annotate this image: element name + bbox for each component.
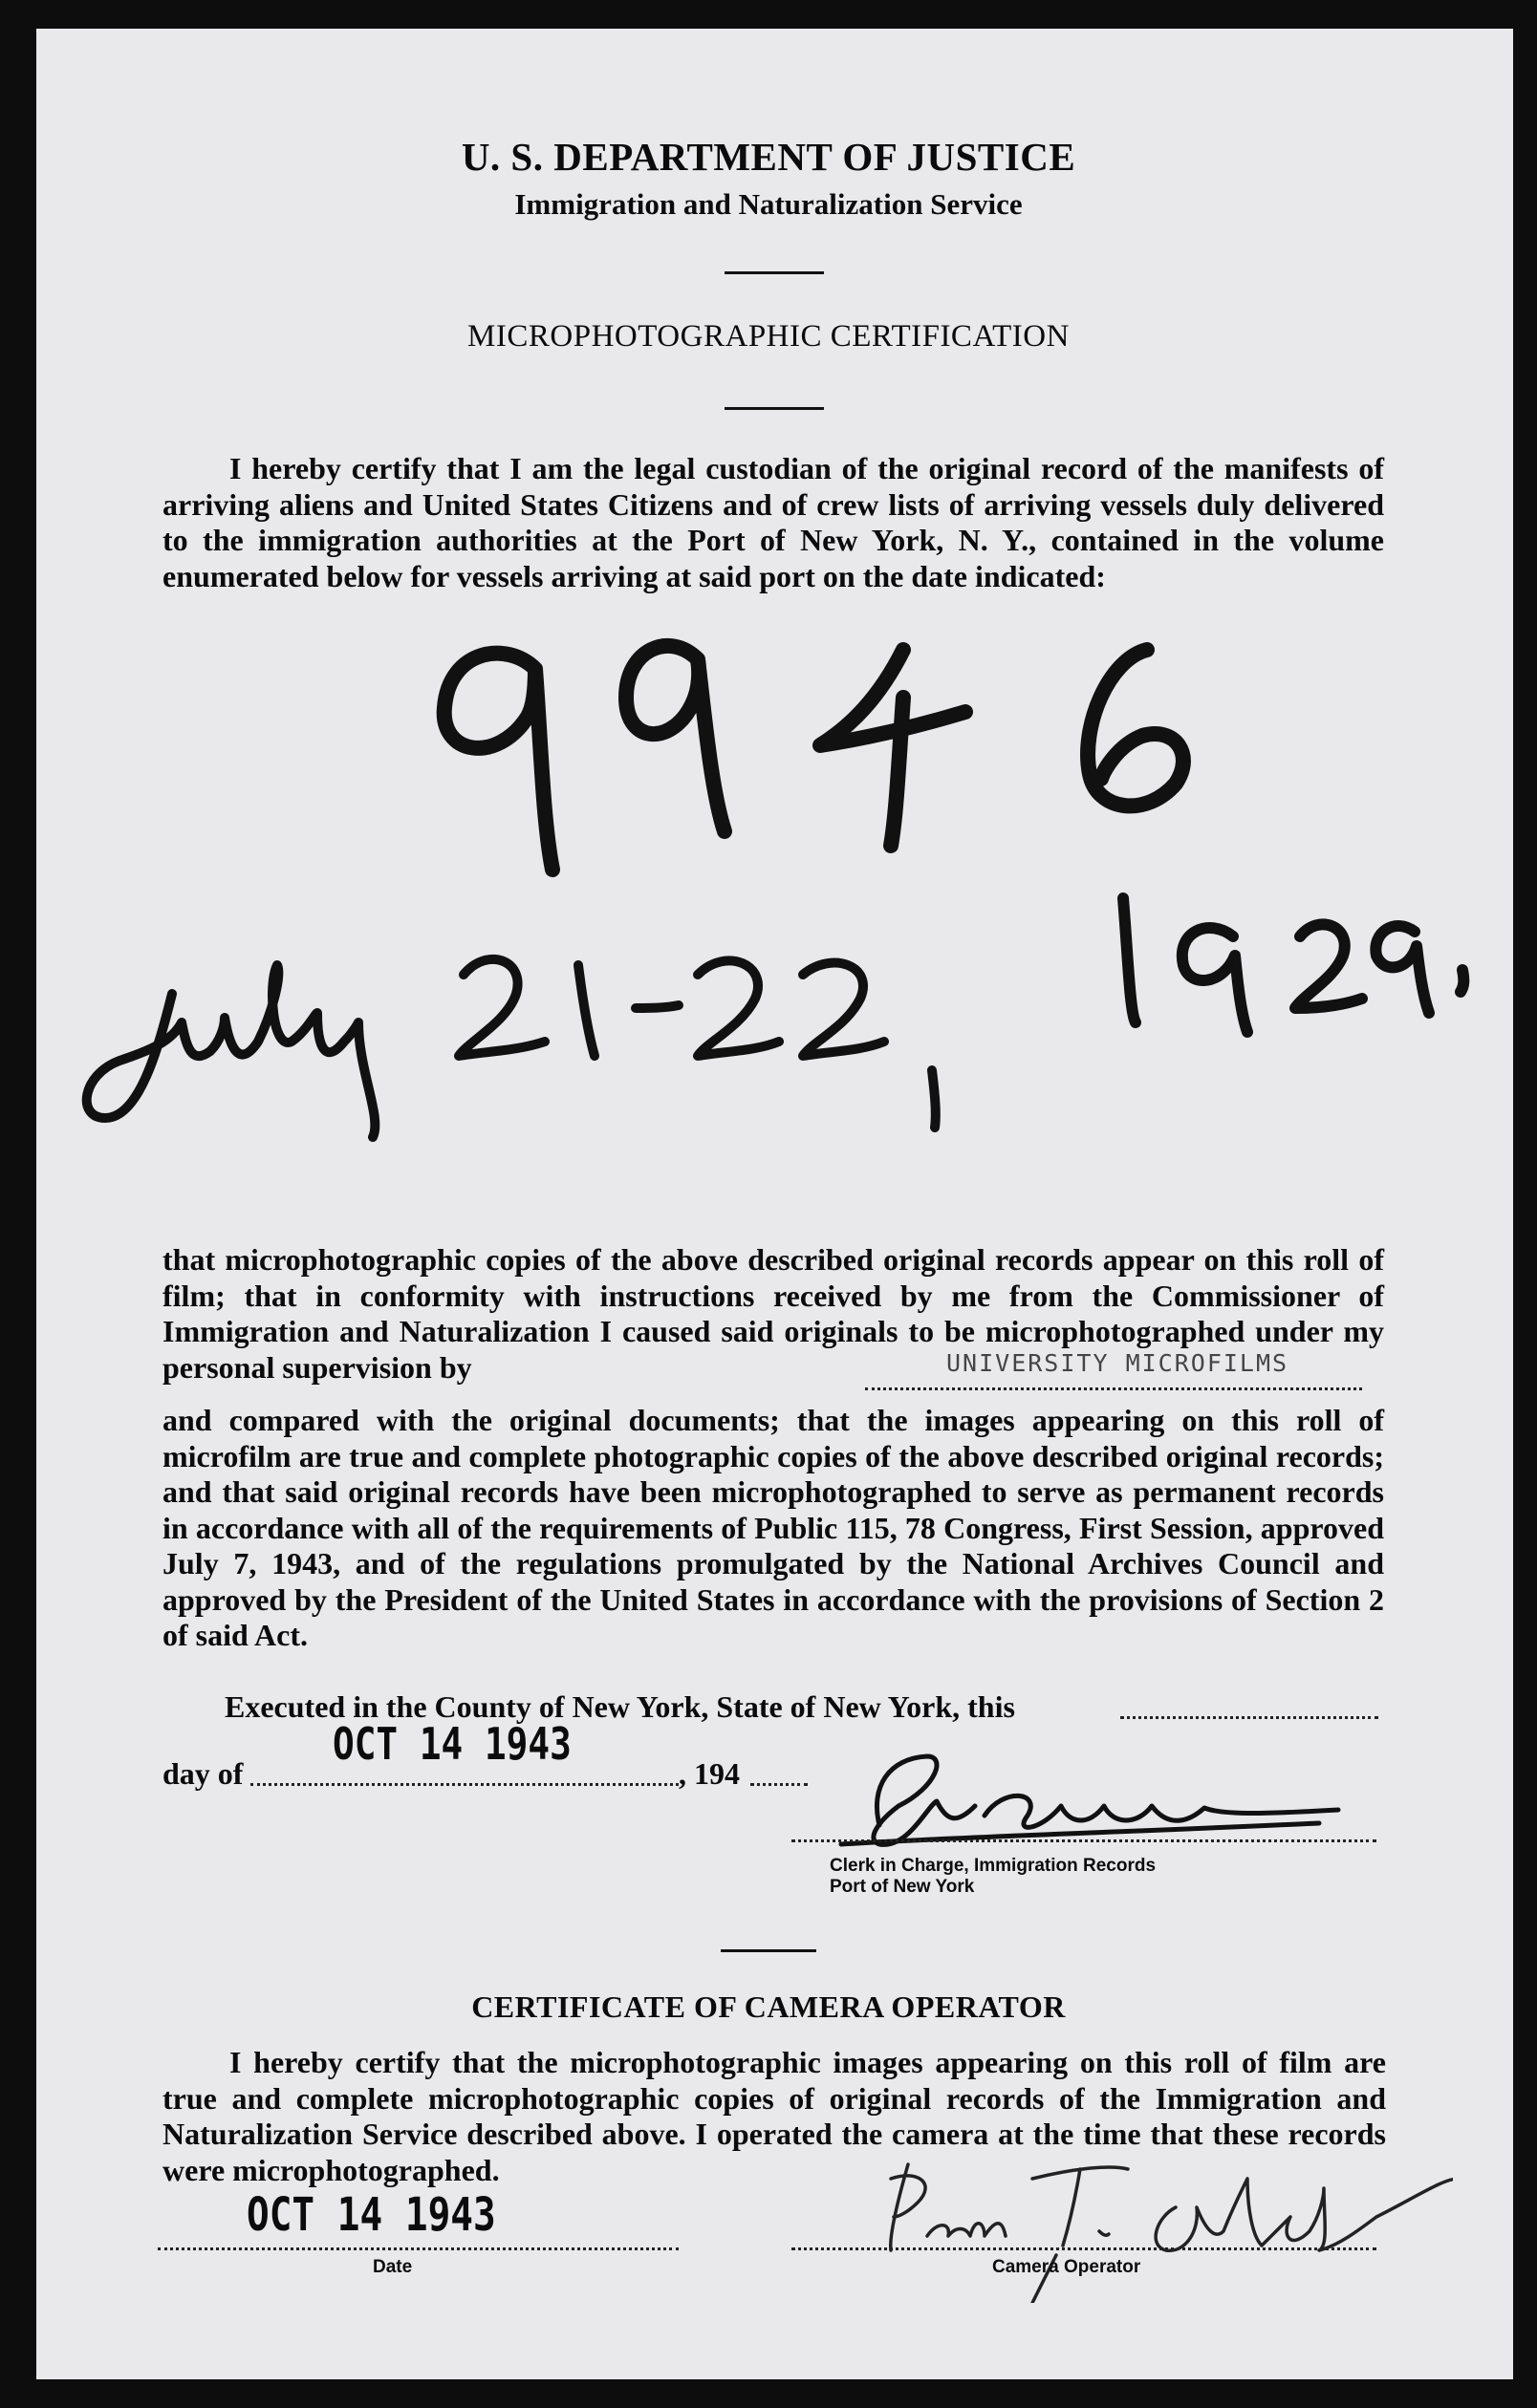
camera-operator-signature [841,2140,1453,2303]
photographer-stamp: UNIVERSITY MICROFILMS [946,1349,1289,1377]
day-of-label: day of [162,1756,244,1791]
service-name: Immigration and Naturalization Service [514,187,1023,221]
year-prefix: , 194 [679,1756,740,1791]
date-line [250,1783,679,1786]
year-line [750,1783,808,1786]
certification-body-2: and compared with the original documents; that the images appearing on this roll of microfilm are true and complete photographic copies of the above described original records; and that said original records have been microphotographed to serve as permanent records in accordance with all of the requirements of Public 115, 78 Congress, First Session, approved July 7, 1943, and of the regulations promulgated by the National Archives Council and approved by the President of the United States in accordance with the provisions of Section 2 of said Act. [162,1403,1384,1652]
certification-body-1: that microphotographic copies of the above described original records appear on this roll of film; that in conformity with instructions received by me from the Commissioner of Immigration and Naturalization I caused said originals to be microphotographed under my personal supervision by [162,1242,1384,1385]
handwritten-date [67,879,1501,1166]
agency-name: U. S. DEPARTMENT OF JUSTICE [461,135,1076,179]
supervisor-line [865,1387,1362,1390]
date-line [158,2247,679,2250]
certification-title: MICROPHOTOGRAPHIC CERTIFICATION [467,319,1070,354]
operator-date-stamp: OCT 14 1943 [247,2188,496,2242]
executed-text: Executed in the County of New York, State of New York, this [225,1689,1015,1724]
clerk-title: Clerk in Charge, Immigration Records Port of New York [830,1856,1157,1897]
divider [721,1949,816,1952]
divider [725,271,824,274]
clerk-signature-line [791,1839,1376,1842]
date-label: Date [373,2257,413,2277]
camera-operator-title: CERTIFICATE OF CAMERA OPERATOR [471,1989,1066,2024]
date-stamp: OCT 14 1943 [333,1718,572,1770]
handwritten-volume-number [421,612,1262,889]
certification-intro: I hereby certify that I am the legal custodian of the original record of the manifests of arriving aliens and United States Citizens and of crew lists of arriving vessels duly delivered to the immigration authorities at the Port of New York, N. Y., contained in the volume enumerated below for vessels arriving at said port on the date indicated: [162,451,1384,593]
certificate-sheet [36,29,1513,2379]
divider [725,407,824,410]
camera-operator-line [791,2247,1376,2250]
camera-operator-text: I hereby certify that the microphotographic images appearing on this roll of film are true and complete microphotographic copies of original records of the Immigration and Naturalization Service described above. I operated the camera at the time that these records were microphotographed. [162,2045,1386,2187]
camera-operator-label: Camera Operator [992,2257,1141,2277]
day-line [1120,1716,1378,1719]
clerk-signature [822,1749,1357,1854]
